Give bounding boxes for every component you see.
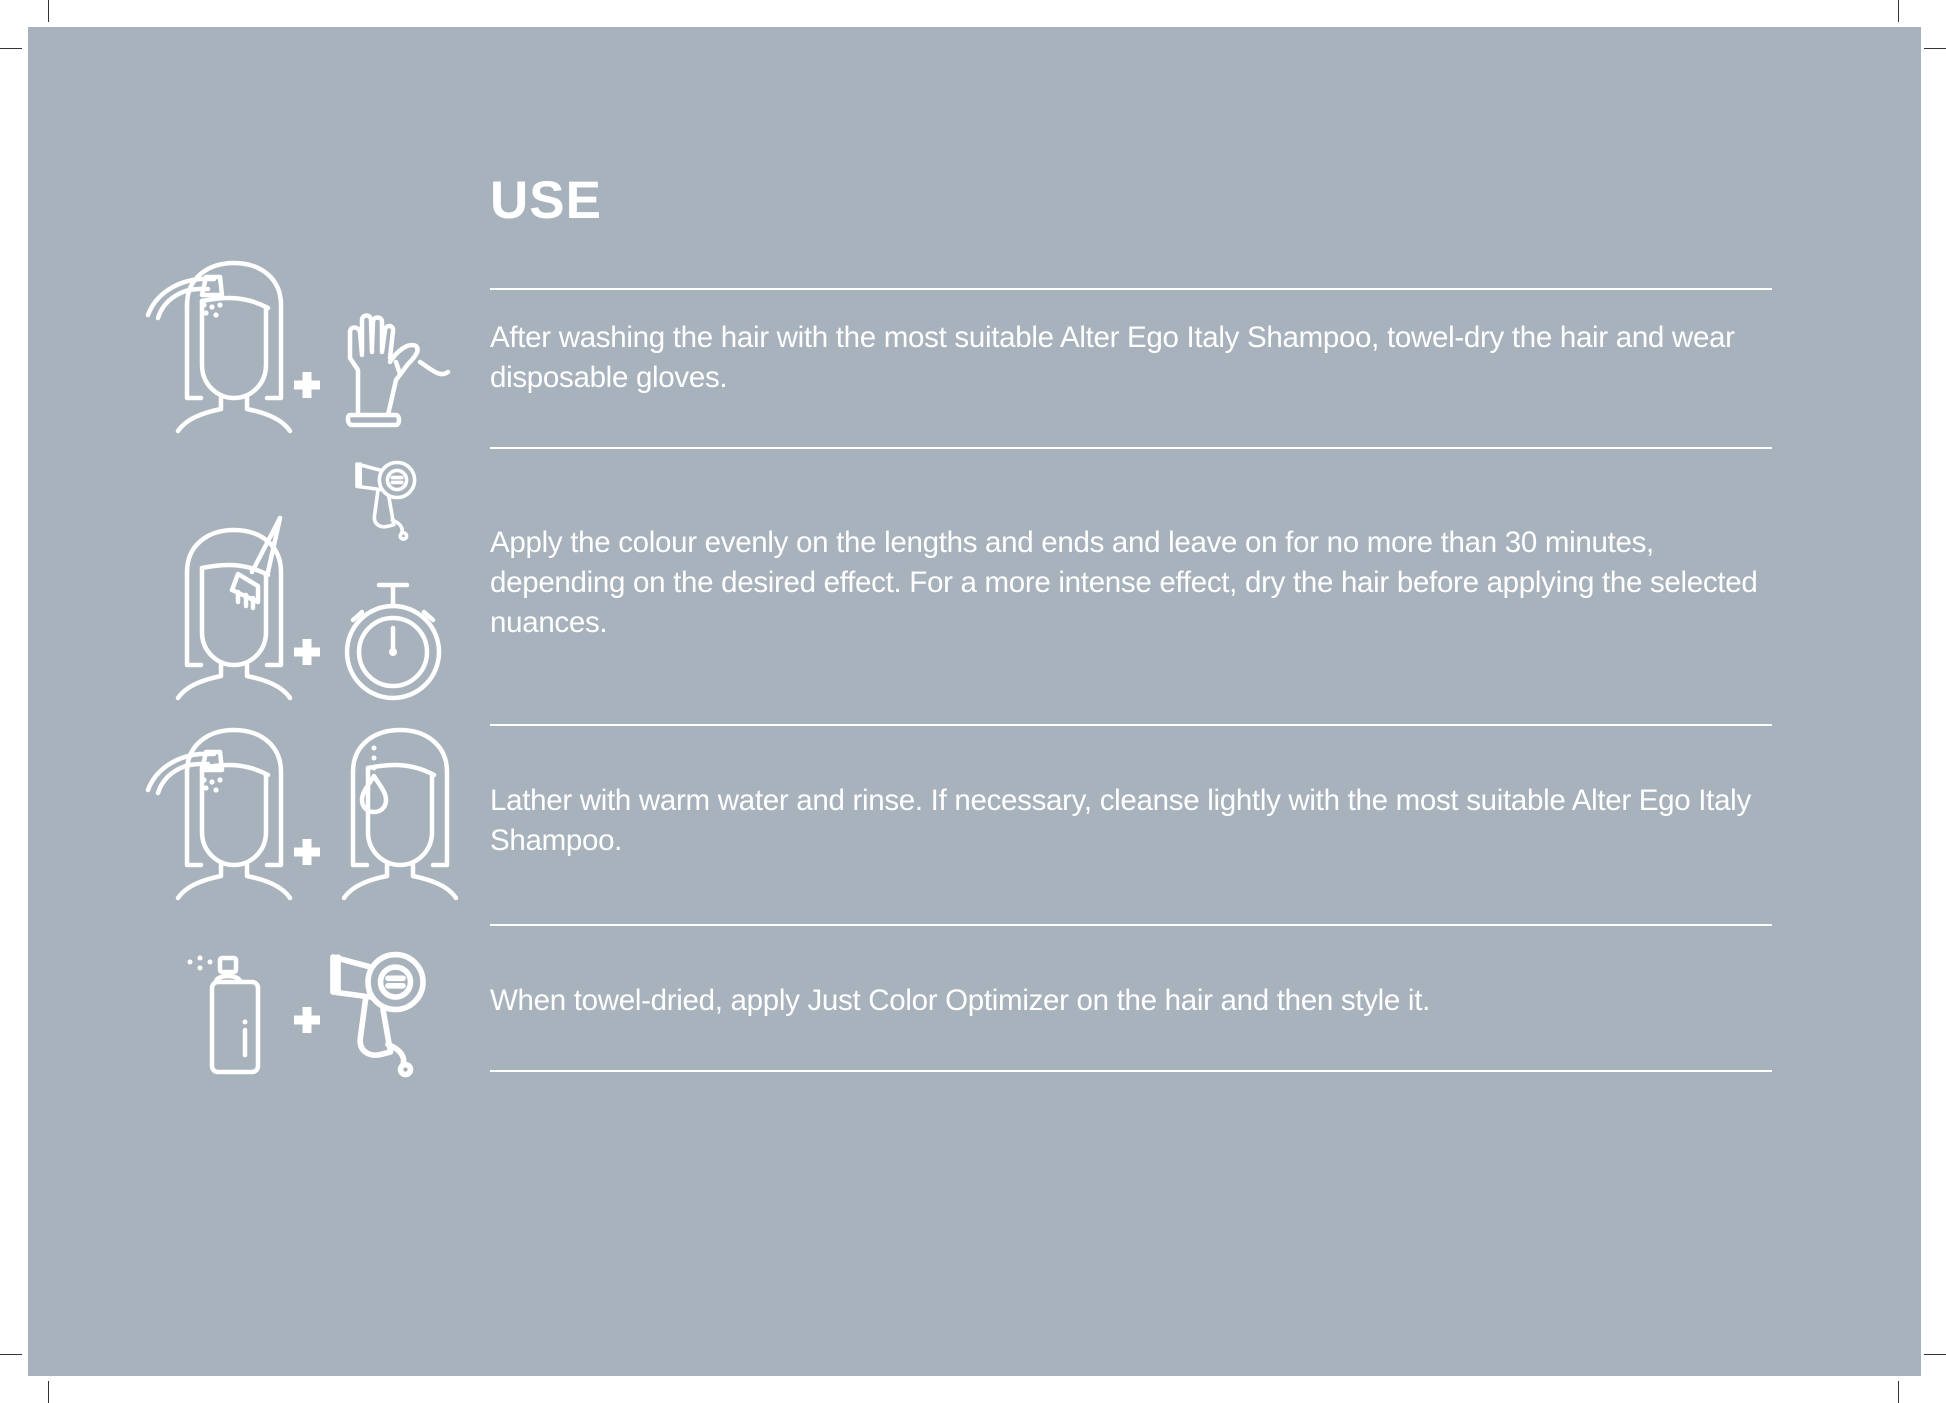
step-4-text: When towel-dried, apply Just Color Optimizer on the hair and then style it. [490,984,1430,1017]
step-2-icons [178,462,439,698]
water-drop-icon [362,746,386,813]
hair-dryer-icon [357,462,415,539]
hair-dryer-icon [333,955,423,1075]
step-1-icons [148,263,448,431]
step-3-icons [148,730,456,898]
plus-icon [294,639,320,665]
plus-icon [294,839,320,865]
plus-icon [294,1007,320,1033]
step-1-text: After washing the hair with the most suitable Alter Ego Italy Shampoo, towel-dry the hair and wear disposable gloves. [490,321,1735,394]
section-title: USE [490,171,602,230]
step-4-icons [188,955,424,1075]
woman-face-icon [344,730,456,898]
step-3-text: Lather with warm water and rinse. If necessary, cleanse lightly with the most suitable Alter Ego Italy Shampoo. [490,784,1751,857]
spray-bottle-icon [188,956,259,1073]
step-2-text: Apply the colour evenly on the lengths and ends and leave on for no more than 30 minutes, depending on the desired effect. For a more intense effect, dry the hair before applying the selected nuances. [490,526,1758,639]
plus-icon [294,372,320,398]
stopwatch-icon [347,585,439,698]
glove-icon [348,316,448,426]
